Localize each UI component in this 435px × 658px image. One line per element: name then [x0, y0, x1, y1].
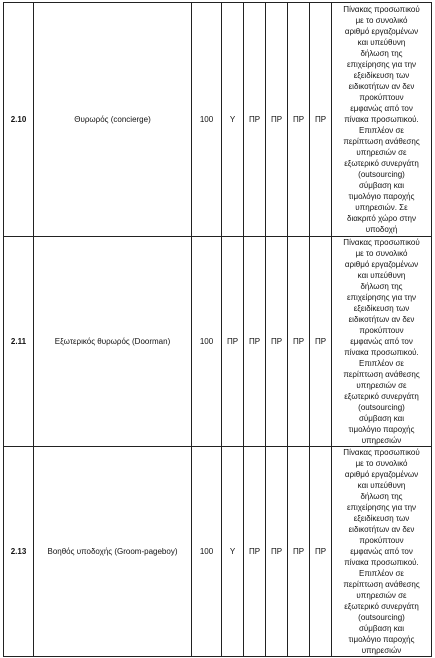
row-score: 100: [192, 447, 222, 657]
row-category-3: ΠΡ: [266, 237, 288, 447]
note-line: ειδικοτήτων αν δεν: [348, 82, 415, 91]
row-category-2: ΠΡ: [244, 237, 266, 447]
row-category-1: Υ: [222, 447, 244, 657]
row-score: 100: [192, 3, 222, 237]
note-line: αριθμό εργαζομένων: [344, 27, 419, 36]
row-category-5: ΠΡ: [310, 447, 332, 657]
note-line: Επιπλέον σε: [359, 126, 404, 135]
row-category-4: ΠΡ: [288, 3, 310, 237]
note-line: (outsourcing): [358, 403, 405, 412]
table-row: [4, 3, 432, 237]
note-line: προκύπτουν: [359, 536, 404, 545]
note-line: τιμολόγιο παροχής: [348, 192, 415, 201]
note-line: υπηρεσιών σε: [356, 591, 407, 600]
note-line: εξειδίκευση των: [353, 514, 410, 523]
note-line: και υπεύθυνη: [357, 481, 406, 490]
row-evidence-note: [332, 447, 432, 657]
note-line: υπηρεσιών: [361, 646, 402, 655]
note-line: υπηρεσιών: [361, 436, 402, 445]
row-category-2: ΠΡ: [244, 3, 266, 237]
row-category-2: ΠΡ: [244, 447, 266, 657]
note-line: αριθμό εργαζομένων: [344, 260, 419, 269]
table-row: [4, 447, 432, 657]
note-line: δήλωση της: [360, 492, 403, 501]
note-line: εξειδίκευση των: [353, 304, 410, 313]
row-category-1: Υ: [222, 3, 244, 237]
note-line: πίνακα προσωπικού.: [344, 348, 419, 357]
row-category-3: ΠΡ: [266, 3, 288, 237]
note-line: περίπτωση ανάθεσης: [343, 370, 420, 379]
row-title: Εξωτερικός θυρωρός (Doorman): [34, 237, 192, 447]
note-line: ειδικοτήτων αν δεν: [348, 525, 415, 534]
note-line: Επιπλέον σε: [359, 359, 404, 368]
note-line: πίνακα προσωπικού.: [344, 558, 419, 567]
note-line: εξωτερικό συνεργάτη: [344, 392, 419, 401]
row-evidence-note: [332, 3, 432, 237]
note-line: σύμβαση και: [358, 414, 405, 423]
row-code: 2.11: [4, 237, 34, 447]
note-line: εξωτερικό συνεργάτη: [344, 159, 419, 168]
note-line: υποδοχή: [365, 225, 398, 234]
note-line: περίπτωση ανάθεσης: [343, 137, 420, 146]
criteria-table: [3, 2, 432, 657]
note-line: δήλωση της: [360, 49, 403, 58]
row-category-5: ΠΡ: [310, 3, 332, 237]
note-line: και υπεύθυνη: [357, 271, 406, 280]
note-line: υπηρεσιών. Σε: [355, 203, 408, 212]
note-line: Πίνακας προσωπικού: [343, 448, 420, 457]
note-line: και υπεύθυνη: [357, 38, 406, 47]
note-line: εξειδίκευση των: [353, 71, 410, 80]
note-line: με το συνολικό: [355, 249, 408, 258]
note-line: προκύπτουν: [359, 326, 404, 335]
row-category-3: ΠΡ: [266, 447, 288, 657]
note-line: με το συνολικό: [355, 16, 408, 25]
note-line: επιχείρησης για την: [346, 503, 417, 512]
note-line: με το συνολικό: [355, 459, 408, 468]
note-line: Πίνακας προσωπικού: [343, 238, 420, 247]
note-line: εμφανώς από τον: [350, 104, 413, 113]
note-line: επιχείρησης για την: [346, 293, 417, 302]
note-line: (outsourcing): [358, 170, 405, 179]
note-line: σύμβαση και: [358, 624, 405, 633]
note-line: τιμολόγιο παροχής: [348, 425, 415, 434]
note-line: αριθμό εργαζομένων: [344, 470, 419, 479]
row-score: 100: [192, 237, 222, 447]
row-code: 2.10: [4, 3, 34, 237]
note-line: (outsourcing): [358, 613, 405, 622]
row-category-5: ΠΡ: [310, 237, 332, 447]
note-line: εμφανώς από τον: [350, 547, 413, 556]
note-line: περίπτωση ανάθεσης: [343, 580, 420, 589]
note-line: τιμολόγιο παροχής: [348, 635, 415, 644]
note-line: επιχείρησης για την: [346, 60, 417, 69]
row-category-4: ΠΡ: [288, 447, 310, 657]
note-line: εξωτερικό συνεργάτη: [344, 602, 419, 611]
note-line: Επιπλέον σε: [359, 569, 404, 578]
row-title: Βοηθός υποδοχής (Groom-pageboy): [34, 447, 192, 657]
note-line: υπηρεσιών σε: [356, 381, 407, 390]
note-line: προκύπτουν: [359, 93, 404, 102]
note-line: διακριτό χώρο στην: [346, 214, 416, 223]
note-line: ειδικοτήτων αν δεν: [348, 315, 415, 324]
row-evidence-note: [332, 237, 432, 447]
note-line: υπηρεσιών σε: [356, 148, 407, 157]
table-row: [4, 237, 432, 447]
note-line: εμφανώς από τον: [350, 337, 413, 346]
note-line: Πίνακας προσωπικού: [343, 5, 420, 14]
row-code: 2.13: [4, 447, 34, 657]
note-line: δήλωση της: [360, 282, 403, 291]
row-title: Θυρωρός (concierge): [34, 3, 192, 237]
row-category-1: ΠΡ: [222, 237, 244, 447]
note-line: πίνακα προσωπικού.: [344, 115, 419, 124]
row-category-4: ΠΡ: [288, 237, 310, 447]
note-line: σύμβαση και: [358, 181, 405, 190]
